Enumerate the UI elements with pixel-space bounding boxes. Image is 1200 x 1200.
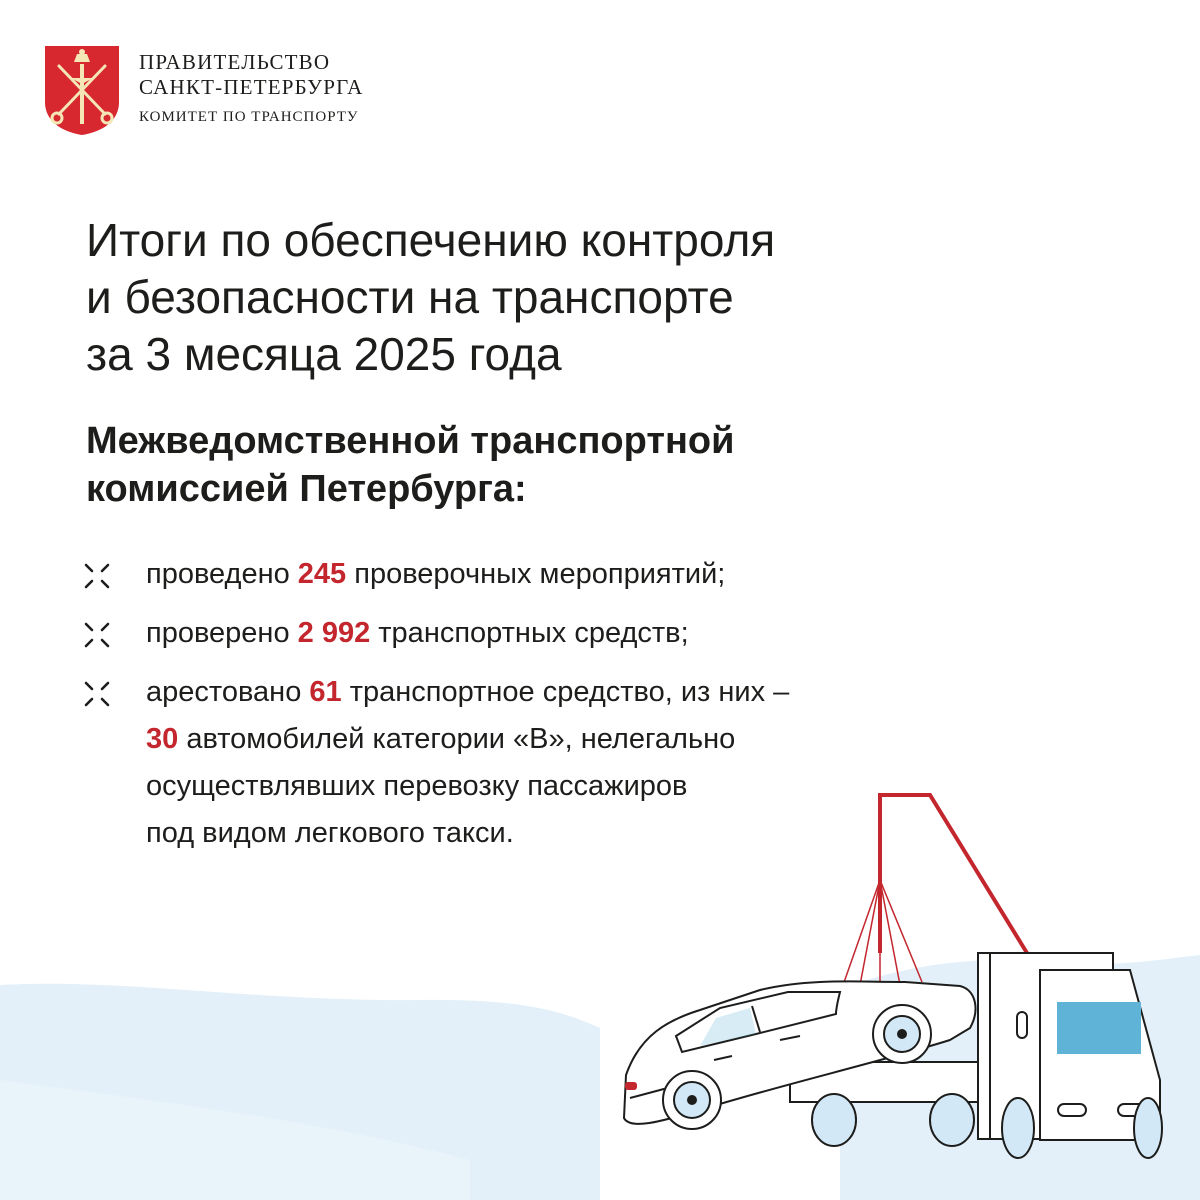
item-text: проверено 2 992 транспортных средств;: [146, 617, 689, 649]
title-line2: и безопасности на транспорте: [86, 271, 734, 323]
item-text-line4: под видом легкового такси.: [146, 817, 514, 849]
org-committee: КОМИТЕТ ПО ТРАНСПОРТУ: [139, 109, 359, 125]
organization-name: [139, 50, 364, 128]
item-text-line3: осуществлявших перевозку пассажиров: [146, 770, 688, 802]
list-item: [84, 610, 789, 657]
spb-coat-of-arms-icon: [41, 44, 123, 136]
page-subtitle: [86, 417, 735, 513]
org-name-line1: ПРАВИТЕЛЬСТВО: [139, 50, 331, 74]
item-text-line2: 30 автомобилей категории «В», нелегально: [146, 723, 736, 755]
corner-cross-bullet-icon: [84, 681, 110, 707]
corner-cross-bullet-icon: [84, 622, 110, 648]
tow-truck-lifting-car-icon: [0, 780, 1200, 1200]
subtitle-line2: комиссией Петербурга:: [86, 468, 527, 510]
item-number: 245: [297, 558, 347, 590]
page-title: [86, 212, 775, 383]
title-line3: за 3 месяца 2025 года: [86, 328, 562, 380]
subtitle-line1: Межведомственной транспортной: [86, 420, 735, 462]
item-text: проведено 245 проверочных мероприятий;: [146, 558, 726, 590]
list-item: [84, 551, 789, 598]
corner-cross-bullet-icon: [84, 563, 110, 589]
item-number: 30: [146, 723, 179, 755]
title-line1: Итоги по обеспечению контроля: [86, 214, 776, 266]
item-number: 2 992: [297, 617, 371, 649]
item-text-line1: арестовано 61 транспортное средство, из них –: [146, 676, 790, 708]
org-name-line2: САНКТ-ПЕТЕРБУРГА: [139, 75, 364, 99]
item-number: 61: [309, 676, 342, 708]
